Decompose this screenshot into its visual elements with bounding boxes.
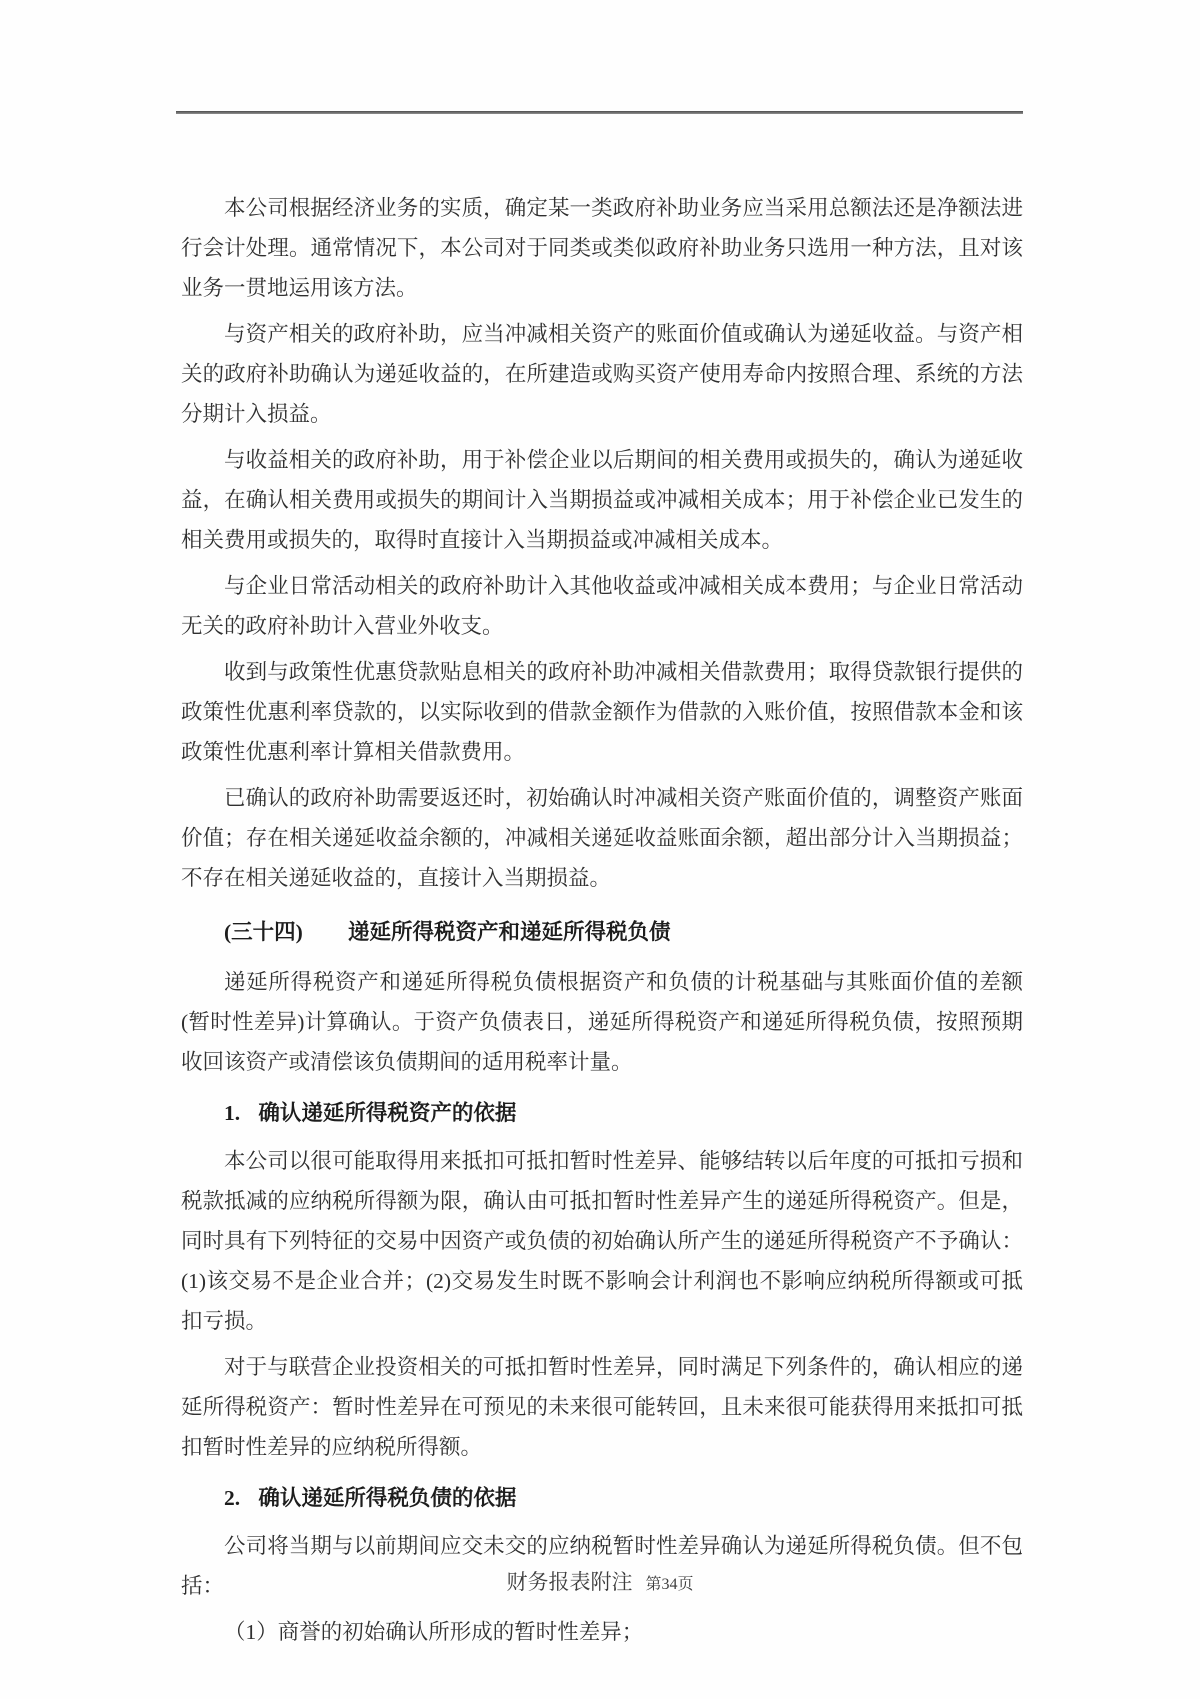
document-body: [181, 188, 1023, 1658]
paragraph: 本公司根据经济业务的实质，确定某一类政府补助业务应当采用总额法还是净额法进行会计处理。通常情况下，本公司对于同类或类似政府补助业务只选用一种方法，且对该业务一贯地运用该方法。: [181, 196, 1023, 300]
heading-number: (三十四): [224, 920, 303, 944]
header-rule: [176, 111, 1023, 114]
heading-title: 确认递延所得税负债的依据: [258, 1486, 517, 1510]
paragraph: 与收益相关的政府补助，用于补偿企业以后期间的相关费用或损失的，确认为递延收益，在确认相关费用或损失的期间计入当期损益或冲减相关成本；用于补偿企业已发生的相关费用或损失的，取得时直接计入当期损益或冲减相关成本。: [181, 448, 1023, 552]
footer-title: 财务报表附注: [506, 1570, 633, 1594]
subsection-heading: [181, 1093, 1023, 1133]
section-heading: [181, 912, 1023, 952]
heading-number: 1.: [224, 1101, 241, 1125]
paragraph: 递延所得税资产和递延所得税负债根据资产和负债的计税基础与其账面价值的差额(暂时性差异)计算确认。于资产负债表日，递延所得税资产和递延所得税负债，按照预期收回该资产或清偿该负债期间的适用税率计量。: [181, 970, 1023, 1074]
heading-title: 确认递延所得税资产的依据: [258, 1101, 517, 1125]
paragraph: 公司将当期与以前期间应交未交的应纳税暂时性差异确认为递延所得税负债。但不包括：: [181, 1534, 1023, 1598]
paragraph: 与企业日常活动相关的政府补助计入其他收益或冲减相关成本费用；与企业日常活动无关的政府补助计入营业外收支。: [181, 574, 1023, 638]
subsection-heading: [181, 1478, 1023, 1518]
paragraph: 收到与政策性优惠贷款贴息相关的政府补助冲减相关借款费用；取得贷款银行提供的政策性优惠利率贷款的，以实际收到的借款金额作为借款的入账价值，按照借款本金和该政策性优惠利率计算相关借款费用。: [181, 660, 1023, 764]
footer-page-number: 第34页: [645, 1576, 694, 1593]
heading-title: 递延所得税资产和递延所得税负债: [347, 920, 671, 944]
paragraph: 本公司以很可能取得用来抵扣可抵扣暂时性差异、能够结转以后年度的可抵扣亏损和税款抵减的应纳税所得额为限，确认由可抵扣暂时性差异产生的递延所得税资产。但是，同时具有下列特征的交易中因资产或负债的初始确认所产生的递延所得税资产不予确认：(1)该交易不是企业合并；(2)交易发生时既不影响会计利润也不影响应纳税所得额或可抵扣亏损。: [181, 1149, 1023, 1333]
page-footer: [0, 1566, 1200, 1601]
paragraph: 对于与联营企业投资相关的可抵扣暂时性差异，同时满足下列条件的，确认相应的递延所得税资产：暂时性差异在可预见的未来很可能转回，且未来很可能获得用来抵扣可抵扣暂时性差异的应纳税所得额。: [181, 1355, 1023, 1459]
heading-number: 2.: [224, 1486, 241, 1510]
paragraph: （1）商誉的初始确认所形成的暂时性差异；: [224, 1620, 644, 1644]
paragraph: 与资产相关的政府补助，应当冲减相关资产的账面价值或确认为递延收益。与资产相关的政府补助确认为递延收益的，在所建造或购买资产使用寿命内按照合理、系统的方法分期计入损益。: [181, 322, 1023, 426]
paragraph: 已确认的政府补助需要返还时，初始确认时冲减相关资产账面价值的，调整资产账面价值；存在相关递延收益余额的，冲减相关递延收益账面余额，超出部分计入当期损益；不存在相关递延收益的，直接计入当期损益。: [181, 786, 1023, 890]
